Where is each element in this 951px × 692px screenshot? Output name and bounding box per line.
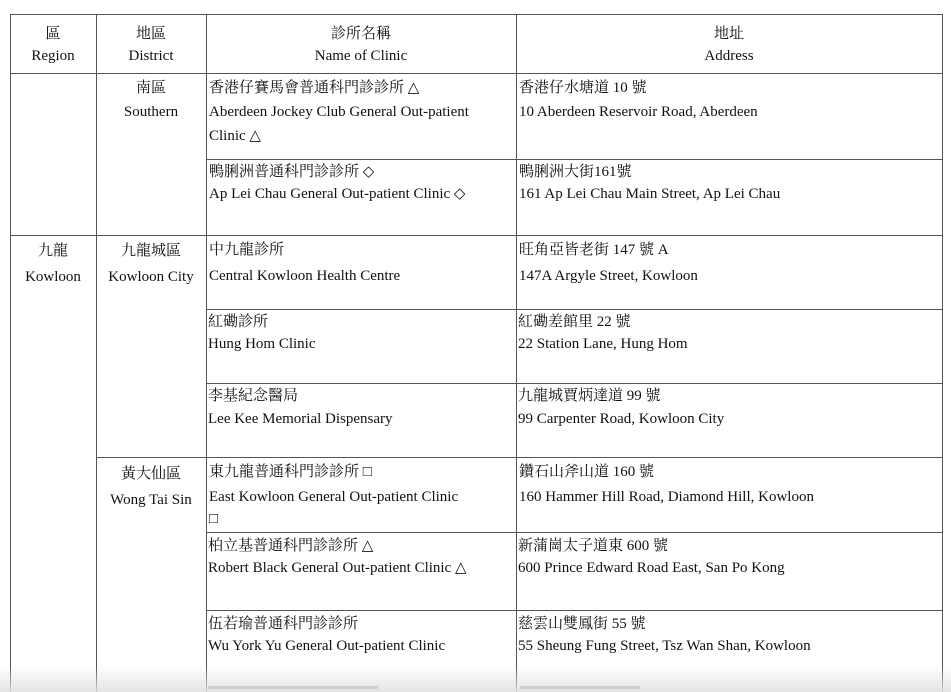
address-en: 55 Sheung Fung Street, Tsz Wan Shan, Kowloon	[518, 638, 811, 654]
clinic-name-en: Central Kowloon Health Centre	[209, 268, 401, 284]
header-address-en: Address	[704, 48, 754, 64]
header-district-en: District	[128, 48, 174, 64]
district-divider	[96, 457, 943, 458]
clinic-name-en-cont: □	[209, 511, 219, 527]
clinic-name-en: Wu York Yu General Out-patient Clinic	[208, 638, 446, 654]
address-zh: 旺角亞皆老街 147 號 A	[519, 242, 669, 258]
column-divider	[206, 14, 207, 692]
address-cell	[519, 76, 758, 124]
address-cell	[518, 535, 785, 579]
clinic-name-cell	[209, 460, 458, 528]
address-en: 10 Aberdeen Reservoir Road, Aberdeen	[519, 104, 758, 120]
address-cell	[519, 161, 780, 205]
bottom-shadow	[0, 666, 951, 692]
header-district-zh: 地區	[135, 26, 166, 42]
clinic-name-cell	[209, 76, 469, 148]
address-cell	[519, 460, 814, 510]
district-southern	[96, 76, 206, 124]
clinic-name-zh: 香港仔賽馬會普通科門診診所 △	[209, 80, 420, 96]
district-kowloon-city	[96, 238, 206, 290]
district-wong-tai-sin	[96, 461, 206, 513]
address-en: 160 Hammer Hill Road, Diamond Hill, Kowloon	[519, 489, 814, 505]
clinic-name-cell	[208, 311, 316, 355]
clinic-name-zh: 柏立基普通科門診診所 △	[208, 538, 374, 554]
clinic-name-cell	[208, 385, 393, 431]
header-region	[10, 23, 96, 67]
clinic-name-zh: 鴨脷洲普通科門診診所 ◇	[209, 164, 375, 180]
clinic-name-zh: 中九龍診所	[209, 242, 285, 258]
region-kowloon-zh: 九龍	[37, 243, 68, 259]
row-divider	[206, 309, 943, 310]
header-address	[516, 23, 942, 67]
header-district	[96, 23, 206, 67]
address-cell	[518, 613, 811, 657]
district-southern-zh: 南區	[135, 80, 166, 96]
district-wong-tai-sin-zh: 黃大仙區	[120, 466, 181, 482]
address-zh: 新蒲崗太子道東 600 號	[518, 538, 669, 554]
district-kowloon-city-en: Kowloon City	[108, 269, 194, 285]
header-region-zh: 區	[45, 26, 61, 42]
address-en: 99 Carpenter Road, Kowloon City	[518, 411, 725, 427]
region-divider	[10, 235, 943, 236]
row-divider	[206, 610, 943, 611]
address-en: 147A Argyle Street, Kowloon	[519, 268, 698, 284]
header-clinic-zh: 診所名稱	[330, 26, 391, 42]
header-clinic-en: Name of Clinic	[314, 48, 408, 64]
table-border-top	[10, 14, 943, 15]
clinic-name-en: Aberdeen Jockey Club General Out-patient	[209, 104, 469, 120]
row-divider	[206, 383, 943, 384]
address-cell	[518, 311, 688, 355]
row-divider	[206, 159, 943, 160]
header-clinic	[206, 23, 516, 67]
clinic-name-zh: 伍若瑜普通科門診診所	[208, 616, 359, 632]
address-zh: 鑽石山斧山道 160 號	[519, 464, 655, 480]
district-wong-tai-sin-en: Wong Tai Sin	[110, 492, 192, 508]
clinic-name-zh: 李基紀念醫局	[208, 388, 299, 404]
row-divider	[206, 532, 943, 533]
region-kowloon-en: Kowloon	[25, 269, 81, 285]
address-zh: 九龍城賈炳達道 99 號	[518, 388, 661, 404]
clinic-name-cell	[209, 161, 465, 205]
header-address-zh: 地址	[713, 26, 744, 42]
clinic-name-zh: 東九龍普通科門診診所 □	[209, 464, 372, 480]
column-divider	[516, 14, 517, 692]
clinic-name-zh: 紅磡診所	[208, 314, 269, 330]
table-border-right	[942, 14, 943, 692]
address-en: 22 Station Lane, Hung Hom	[518, 336, 688, 352]
clinic-name-cell	[208, 535, 467, 579]
header-divider	[10, 73, 943, 74]
clinic-name-en: Robert Black General Out-patient Clinic △	[208, 560, 467, 576]
address-en: 600 Prince Edward Road East, San Po Kong	[518, 560, 785, 576]
clinic-name-en-cont: Clinic △	[209, 128, 261, 144]
address-en: 161 Ap Lei Chau Main Street, Ap Lei Chau	[519, 186, 781, 202]
clinic-name-cell	[208, 613, 445, 657]
clinic-name-en: East Kowloon General Out-patient Clinic	[209, 489, 459, 505]
address-cell	[518, 385, 724, 431]
address-zh: 紅磡差館里 22 號	[518, 314, 631, 330]
address-zh: 香港仔水塘道 10 號	[519, 80, 647, 96]
address-zh: 慈雲山雙鳳街 55 號	[518, 616, 646, 632]
clinic-name-en: Ap Lei Chau General Out-patient Clinic ◇	[209, 186, 466, 202]
table-border-left	[10, 14, 11, 692]
district-southern-en: Southern	[123, 104, 179, 120]
address-zh: 鴨脷洲大街161號	[519, 164, 632, 180]
address-cell	[519, 237, 698, 289]
clinic-name-en: Lee Kee Memorial Dispensary	[208, 411, 393, 427]
clinic-name-cell	[209, 237, 400, 289]
clinic-name-en: Hung Hom Clinic	[208, 336, 316, 352]
header-region-en: Region	[31, 48, 75, 64]
district-kowloon-city-zh: 九龍城區	[120, 243, 181, 259]
region-kowloon	[10, 238, 96, 290]
